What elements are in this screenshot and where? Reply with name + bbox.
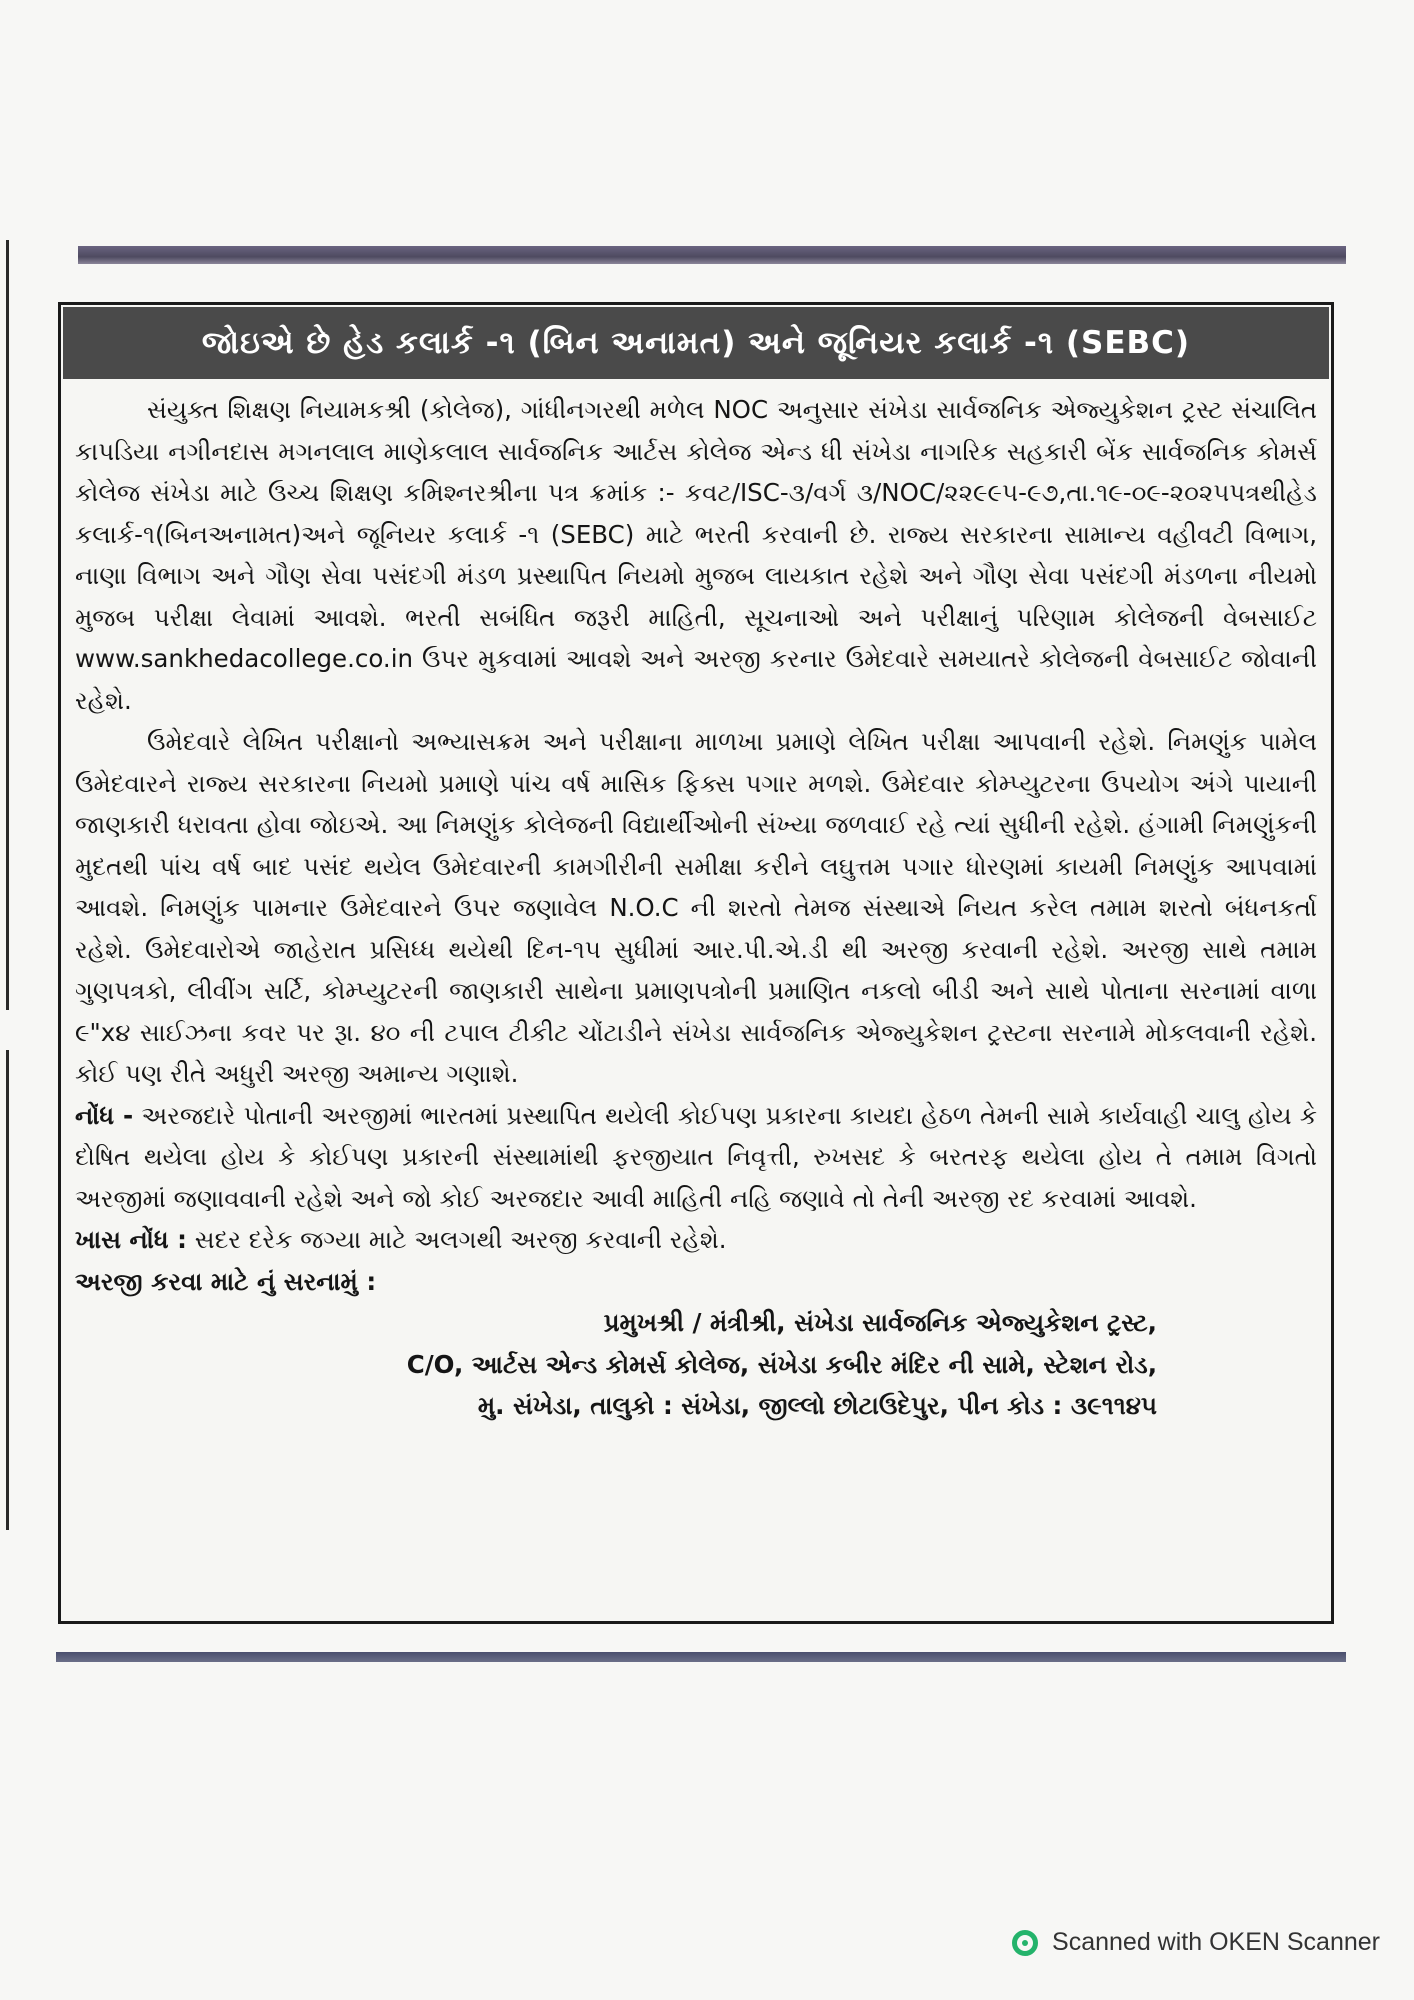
notice-note	[75, 1095, 1317, 1220]
column-divider-rule	[6, 1050, 9, 1530]
address-heading: અરજી કરવા માટે નું સરનામું :	[75, 1266, 377, 1296]
address-line: C/O, આર્ટસ એન્ડ કોમર્સ કોલેજ, સંખેડા કબીર મંદિર ની સામે, સ્ટેશન રોડ,	[406, 1349, 1157, 1379]
scanner-watermark	[1012, 1928, 1380, 1957]
page-bottom-band	[56, 1652, 1346, 1662]
oken-scanner-logo-icon	[1012, 1930, 1038, 1956]
column-divider-rule	[6, 240, 9, 1010]
recruitment-notice	[58, 302, 1334, 1624]
address-line: મુ. સંખેડા, તાલુકો : સંખેડા, જીલ્લો છોટાઉદેપુર, પીન કોડ : ૩૯૧૧૪૫	[477, 1391, 1157, 1420]
note-text: અરજદારે પોતાની અરજીમાં ભારતમાં પ્રસ્થાપિત થયેલી કોઈપણ પ્રકારના કાયદા હેઠળ તેમની સામે કાર્યવાહી ચાલુ હોય કે દોષિત થયેલા હોય કે કોઈપણ પ્રકારની સંસ્થામાંથી ફરજીયાત નિવૃત્તી, રુખસદ કે બરતરફ થયેલા હોય તે તમામ વિગતો અરજીમાં જણાવવાની રહેશે અને જો કોઈ અરજદાર આવી માહિતી નહિ જણાવે તો તેની અરજી રદ કરવામાં આવશે.	[75, 1100, 1318, 1213]
scanner-label: Scanned with OKEN Scanner	[1052, 1928, 1380, 1956]
notice-special-note	[75, 1219, 1317, 1261]
special-note-text: સદર દરેક જગ્યા માટે અલગથી અરજી કરવાની રહેશે.	[194, 1225, 727, 1254]
note-label: નોંધ -	[75, 1100, 134, 1130]
notice-body	[75, 389, 1317, 1427]
address-block	[75, 1302, 1317, 1427]
notice-paragraph-1: સંયુક્ત શિક્ષણ નિયામકશ્રી (કોલેજ), ગાંધીનગરથી મળેલ NOC અનુસાર સંખેડા સાર્વજનિક એજ્યુકેશન ટ્રસ્ટ સંચાલિત કાપડિયા નગીનદાસ મગનલાલ માણેકલાલ સાર્વજનિક આર્ટસ કોલેજ એન્ડ ધી સંખેડા નાગરિક સહકારી બેંક સાર્વજનિક કોમર્સ કોલેજ સંખેડા માટે ઉચ્ચ શિક્ષણ કમિશ્નરશ્રીના પત્ર ક્રમાંક :- કવટ/ISC-૩/વર્ગ ૩/NOC/૨૨૯૯૫-૯૭,તા.૧૯-૦૯-૨૦૨૫પત્રથીહેડ કલાર્ક-૧(બિનઅનામત)અને જૂનિયર કલાર્ક -૧ (SEBC) માટે ભરતી કરવાની છે. રાજ્ય સરકારના સામાન્ય વહીવટી વિભાગ, નાણા વિભાગ અને ગૌણ સેવા પસંદગી મંડળ પ્રસ્થાપિત નિયમો મુજબ લાયકાત રહેશે અને ગૌણ સેવા પસંદગી મંડળના નીયમો મુજબ પરીક્ષા લેવામાં આવશે. ભરતી સબંધિત જરૂરી માહિતી, સૂચનાઓ અને પરીક્ષાનું પરિણામ કોલેજની વેબસાઈટ www.sankhedacollege.co.in ઉપર મુકવામાં આવશે અને અરજી કરનાર ઉમેદવારે સમયાતરે કોલેજની વેબસાઈટ જોવાની રહેશે.	[75, 395, 1317, 715]
special-note-label: ખાસ નોંધ :	[75, 1225, 187, 1254]
notice-paragraph-2: ઉમેદવારે લેખિત પરીક્ષાનો અભ્યાસક્રમ અને પરીક્ષાના માળખા પ્રમાણે લેખિત પરીક્ષા આપવાની રહેશે. નિમણુંક પામેલ ઉમેદવારને રાજ્ય સરકારના નિયમો પ્રમાણે પાંચ વર્ષ માસિક ફિક્સ પગાર મળશે. ઉમેદવાર કોમ્પ્યુટરના ઉપયોગ અંગે પાયાની જાણકારી ધરાવતા હોવા જોઇએ. આ નિમણુંક કોલેજની વિદ્યાર્થીઓની સંખ્યા જળવાઈ રહે ત્યાં સુધીની રહેશે. હંગામી નિમણુંકની મુદતથી પાંચ વર્ષ બાદ પસંદ થયેલ ઉમેદવારની કામગીરીની સમીક્ષા કરીને લઘુત્તમ પગાર ધોરણમાં કાયમી નિમણુંક આપવામાં આવશે. નિમણુંક પામનાર ઉમેદવારને ઉપર જણાવેલ N.O.C ની શરતો તેમજ સંસ્થાએ નિયત કરેલ તમામ શરતો બંધનકર્તા રહેશે. ઉમેદવારોએ જાહેરાત પ્રસિધ્ધ થયેથી દિન-૧૫ સુધીમાં આર.પી.એ.ડી થી અરજી કરવાની રહેશે. અરજી સાથે તમામ ગુણપત્રકો, લીવીંગ સર્ટિ, કોમ્પ્યુટરની જાણકારી સાથેના પ્રમાણપત્રોની પ્રમાણિત નકલો બીડી અને સાથે પોતાના સરનામાં વાળા ૯"x૪ સાઈઝના કવર પર રૂા. ૪૦ ની ટપાલ ટીકીટ ચોંટાડીને સંખેડા સાર્વજનિક એજ્યુકેશન ટ્રસ્ટના સરનામે મોકલવાની રહેશે. કોઈ પણ રીતે અધુરી અરજી અમાન્ય ગણાશે.	[75, 727, 1317, 1088]
notice-title: જોઇએ છે હેડ કલાર્ક -૧ (બિન અનામત) અને જૂનિયર કલાર્ક -૧ (SEBC)	[63, 307, 1329, 379]
page-top-band	[78, 246, 1346, 264]
address-line: પ્રમુખશ્રી / મંત્રીશ્રી, સંખેડા સાર્વજનિક એજ્યુકેશન ટ્રસ્ટ,	[603, 1308, 1157, 1337]
